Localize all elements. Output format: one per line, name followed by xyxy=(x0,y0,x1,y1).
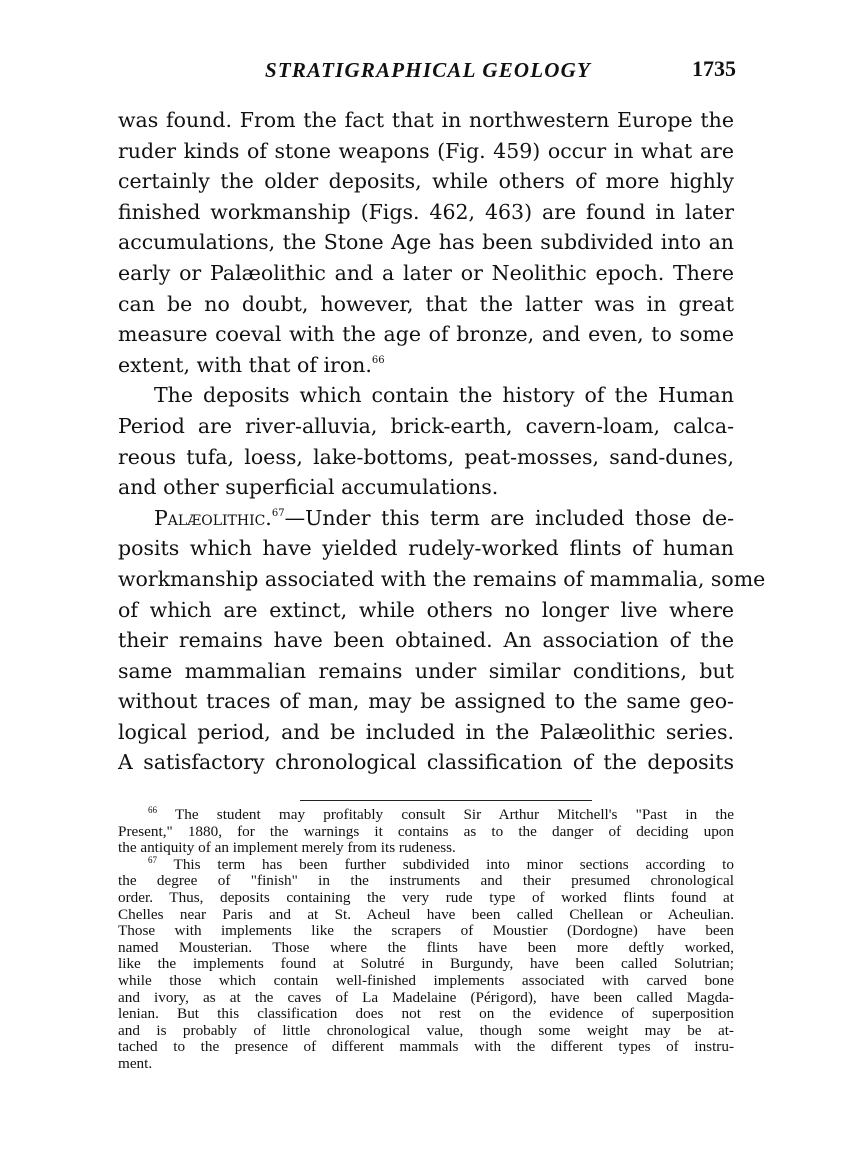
running-title: STRATIGRAPHICAL GEOLOGY xyxy=(264,58,592,82)
footnote-line xyxy=(118,854,734,874)
footnote-line: Those with implements like the scrapers of Moustier (Dordogne) have been xyxy=(118,922,734,940)
footnote-line: Present," 1880, for the warnings it contains as to the danger of deciding upon xyxy=(118,822,734,840)
body-line: logical period, and be included in the Palæolithic series. xyxy=(118,719,734,744)
footnote-line: tached to the presence of different mammals with the different types of instru- xyxy=(118,1038,734,1056)
footnote-line: and ivory, as at the caves of La Madelaine (Périgord), have been called Magda- xyxy=(118,988,734,1006)
section-heading: Palæolithic. xyxy=(154,505,272,530)
footnote-line: lenian. But this classification does not rest on the evidence of superposition xyxy=(118,1005,734,1023)
body-line: can be no doubt, however, that the latter was in great xyxy=(118,291,734,316)
footnote-line: named Mousterian. Those where the flints have been more deftly worked, xyxy=(118,938,734,956)
body-line: The deposits which contain the history of the Human xyxy=(154,383,734,408)
footnote-line: the degree of "finish" in the instruments and their presumed chronological xyxy=(118,872,734,890)
body-line: ruder kinds of stone weapons (Fig. 459) occur in what are xyxy=(118,138,734,163)
page-number: 1735 xyxy=(692,56,736,81)
body-line-text: —Under this term are included those de- xyxy=(284,505,734,530)
body-line: of which are extinct, while others no longer live where xyxy=(118,597,734,622)
footnote-line: while those which contain well-finished implements associated with carved bone xyxy=(118,971,734,989)
body-line: reous tufa, loess, lake-bottoms, peat-mosses, sand-dunes, xyxy=(118,444,734,469)
body-line: without traces of man, may be assigned to the same geo- xyxy=(118,689,734,714)
body-line: finished workmanship (Figs. 462, 463) are found in later xyxy=(118,199,734,224)
body-line: their remains have been obtained. An association of the xyxy=(118,628,734,653)
body-line-text: extent, with that of iron. xyxy=(118,352,372,377)
body-line: posits which have yielded rudely-worked flints of human xyxy=(118,536,734,561)
footnote-number-66: 66 xyxy=(148,805,157,815)
body-line xyxy=(118,350,734,381)
body-line: A satisfactory chronological classification of the deposits xyxy=(118,750,734,775)
footnote-ref-67: 67 xyxy=(271,507,285,519)
body-line xyxy=(118,503,734,534)
footnote-text: This term has been further subdivided into minor sections according to xyxy=(173,855,734,873)
body-line: accumulations, the Stone Age has been subdivided into an xyxy=(118,230,734,255)
footnote-divider xyxy=(300,800,592,801)
footnote-ref-66: 66 xyxy=(371,354,385,366)
footnote-line: and is probably of little chronological value, though some weight may be at- xyxy=(118,1021,734,1039)
footnote-line xyxy=(118,807,734,824)
footnote-line: order. Thus, deposits containing the very rude type of worked flints found at xyxy=(118,888,734,906)
body-line: early or Palæolithic and a later or Neolithic epoch. There xyxy=(118,260,734,285)
footnote-number-67: 67 xyxy=(148,854,157,865)
footnote-text: The student may profitably consult Sir Arthur Mitchell's "Past in the xyxy=(174,806,734,823)
body-text xyxy=(118,105,766,778)
footnote-line: like the implements found at Solutré in Burgundy, have been called Solutrian; xyxy=(118,955,734,973)
footnotes xyxy=(118,807,734,1073)
body-line: was found. From the fact that in northwestern Europe the xyxy=(118,108,734,132)
body-line: same mammalian remains under similar conditions, but xyxy=(118,658,734,683)
body-line: Period are river-alluvia, brick-earth, cavern-loam, calca- xyxy=(118,413,734,438)
body-line: certainly the older deposits, while others of more highly xyxy=(118,169,734,194)
body-line: and other superficial accumulations. xyxy=(118,475,499,500)
footnote-line: ment. xyxy=(118,1054,153,1072)
footnote-line: the antiquity of an implement merely from its rudeness. xyxy=(118,839,456,857)
body-line: measure coeval with the age of bronze, and even, to some xyxy=(118,322,734,347)
body-line: workmanship associated with the remains of mammalia, some xyxy=(118,566,766,591)
footnote-line: Chelles near Paris and at St. Acheul have been called Chellean or Acheulian. xyxy=(118,905,734,923)
running-head xyxy=(118,58,738,90)
